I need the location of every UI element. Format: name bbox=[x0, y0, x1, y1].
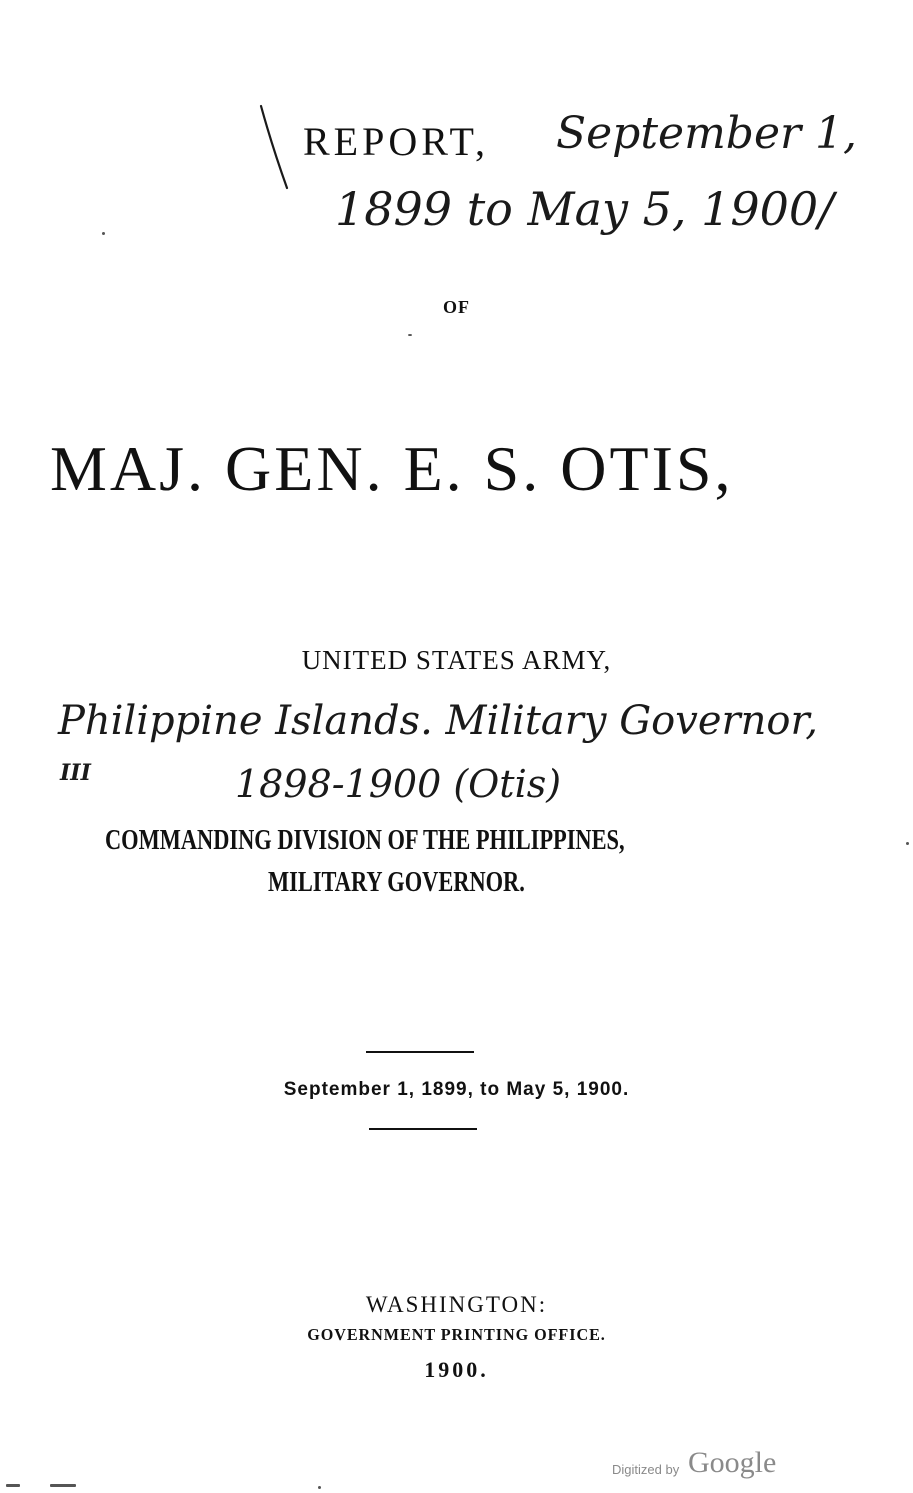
command-line: COMMANDING DIVISION OF THE PHILIPPINES, bbox=[105, 825, 625, 856]
handwritten-annotation-mark: III bbox=[60, 760, 91, 786]
governor-line: MILITARY GOVERNOR. bbox=[268, 867, 525, 898]
google-watermark: Google bbox=[688, 1446, 777, 1479]
divider-rule-top bbox=[366, 1051, 474, 1053]
of-word: OF bbox=[443, 297, 470, 317]
scan-speck bbox=[102, 232, 105, 235]
scan-speck bbox=[6, 1484, 20, 1487]
handwritten-annotation-subject: Philippine Islands. Military Governor, bbox=[58, 698, 818, 744]
scan-speck bbox=[906, 842, 909, 845]
handwritten-slash bbox=[255, 100, 295, 195]
report-heading: REPORT, bbox=[303, 119, 489, 164]
imprint-office: GOVERNMENT PRINTING OFFICE. bbox=[307, 1325, 606, 1344]
author-title: MAJ. GEN. E. S. OTIS, bbox=[50, 433, 734, 504]
divider-rule-bottom bbox=[369, 1128, 477, 1130]
scan-speck bbox=[408, 334, 412, 336]
imprint-city: WASHINGTON: bbox=[365, 1292, 548, 1317]
scan-speck bbox=[318, 1486, 321, 1489]
army-line: UNITED STATES ARMY, bbox=[301, 645, 612, 675]
handwritten-annotation-date-start: September 1, bbox=[556, 108, 857, 159]
handwritten-annotation-years: 1898-1900 (Otis) bbox=[235, 762, 562, 806]
digitized-label: Digitized by bbox=[612, 1462, 680, 1477]
imprint-year: 1900. bbox=[424, 1357, 489, 1382]
date-range-line: September 1, 1899, to May 5, 1900. bbox=[283, 1079, 630, 1100]
scan-speck bbox=[50, 1484, 76, 1487]
handwritten-annotation-date-range: 1899 to May 5, 1900/ bbox=[335, 182, 834, 236]
